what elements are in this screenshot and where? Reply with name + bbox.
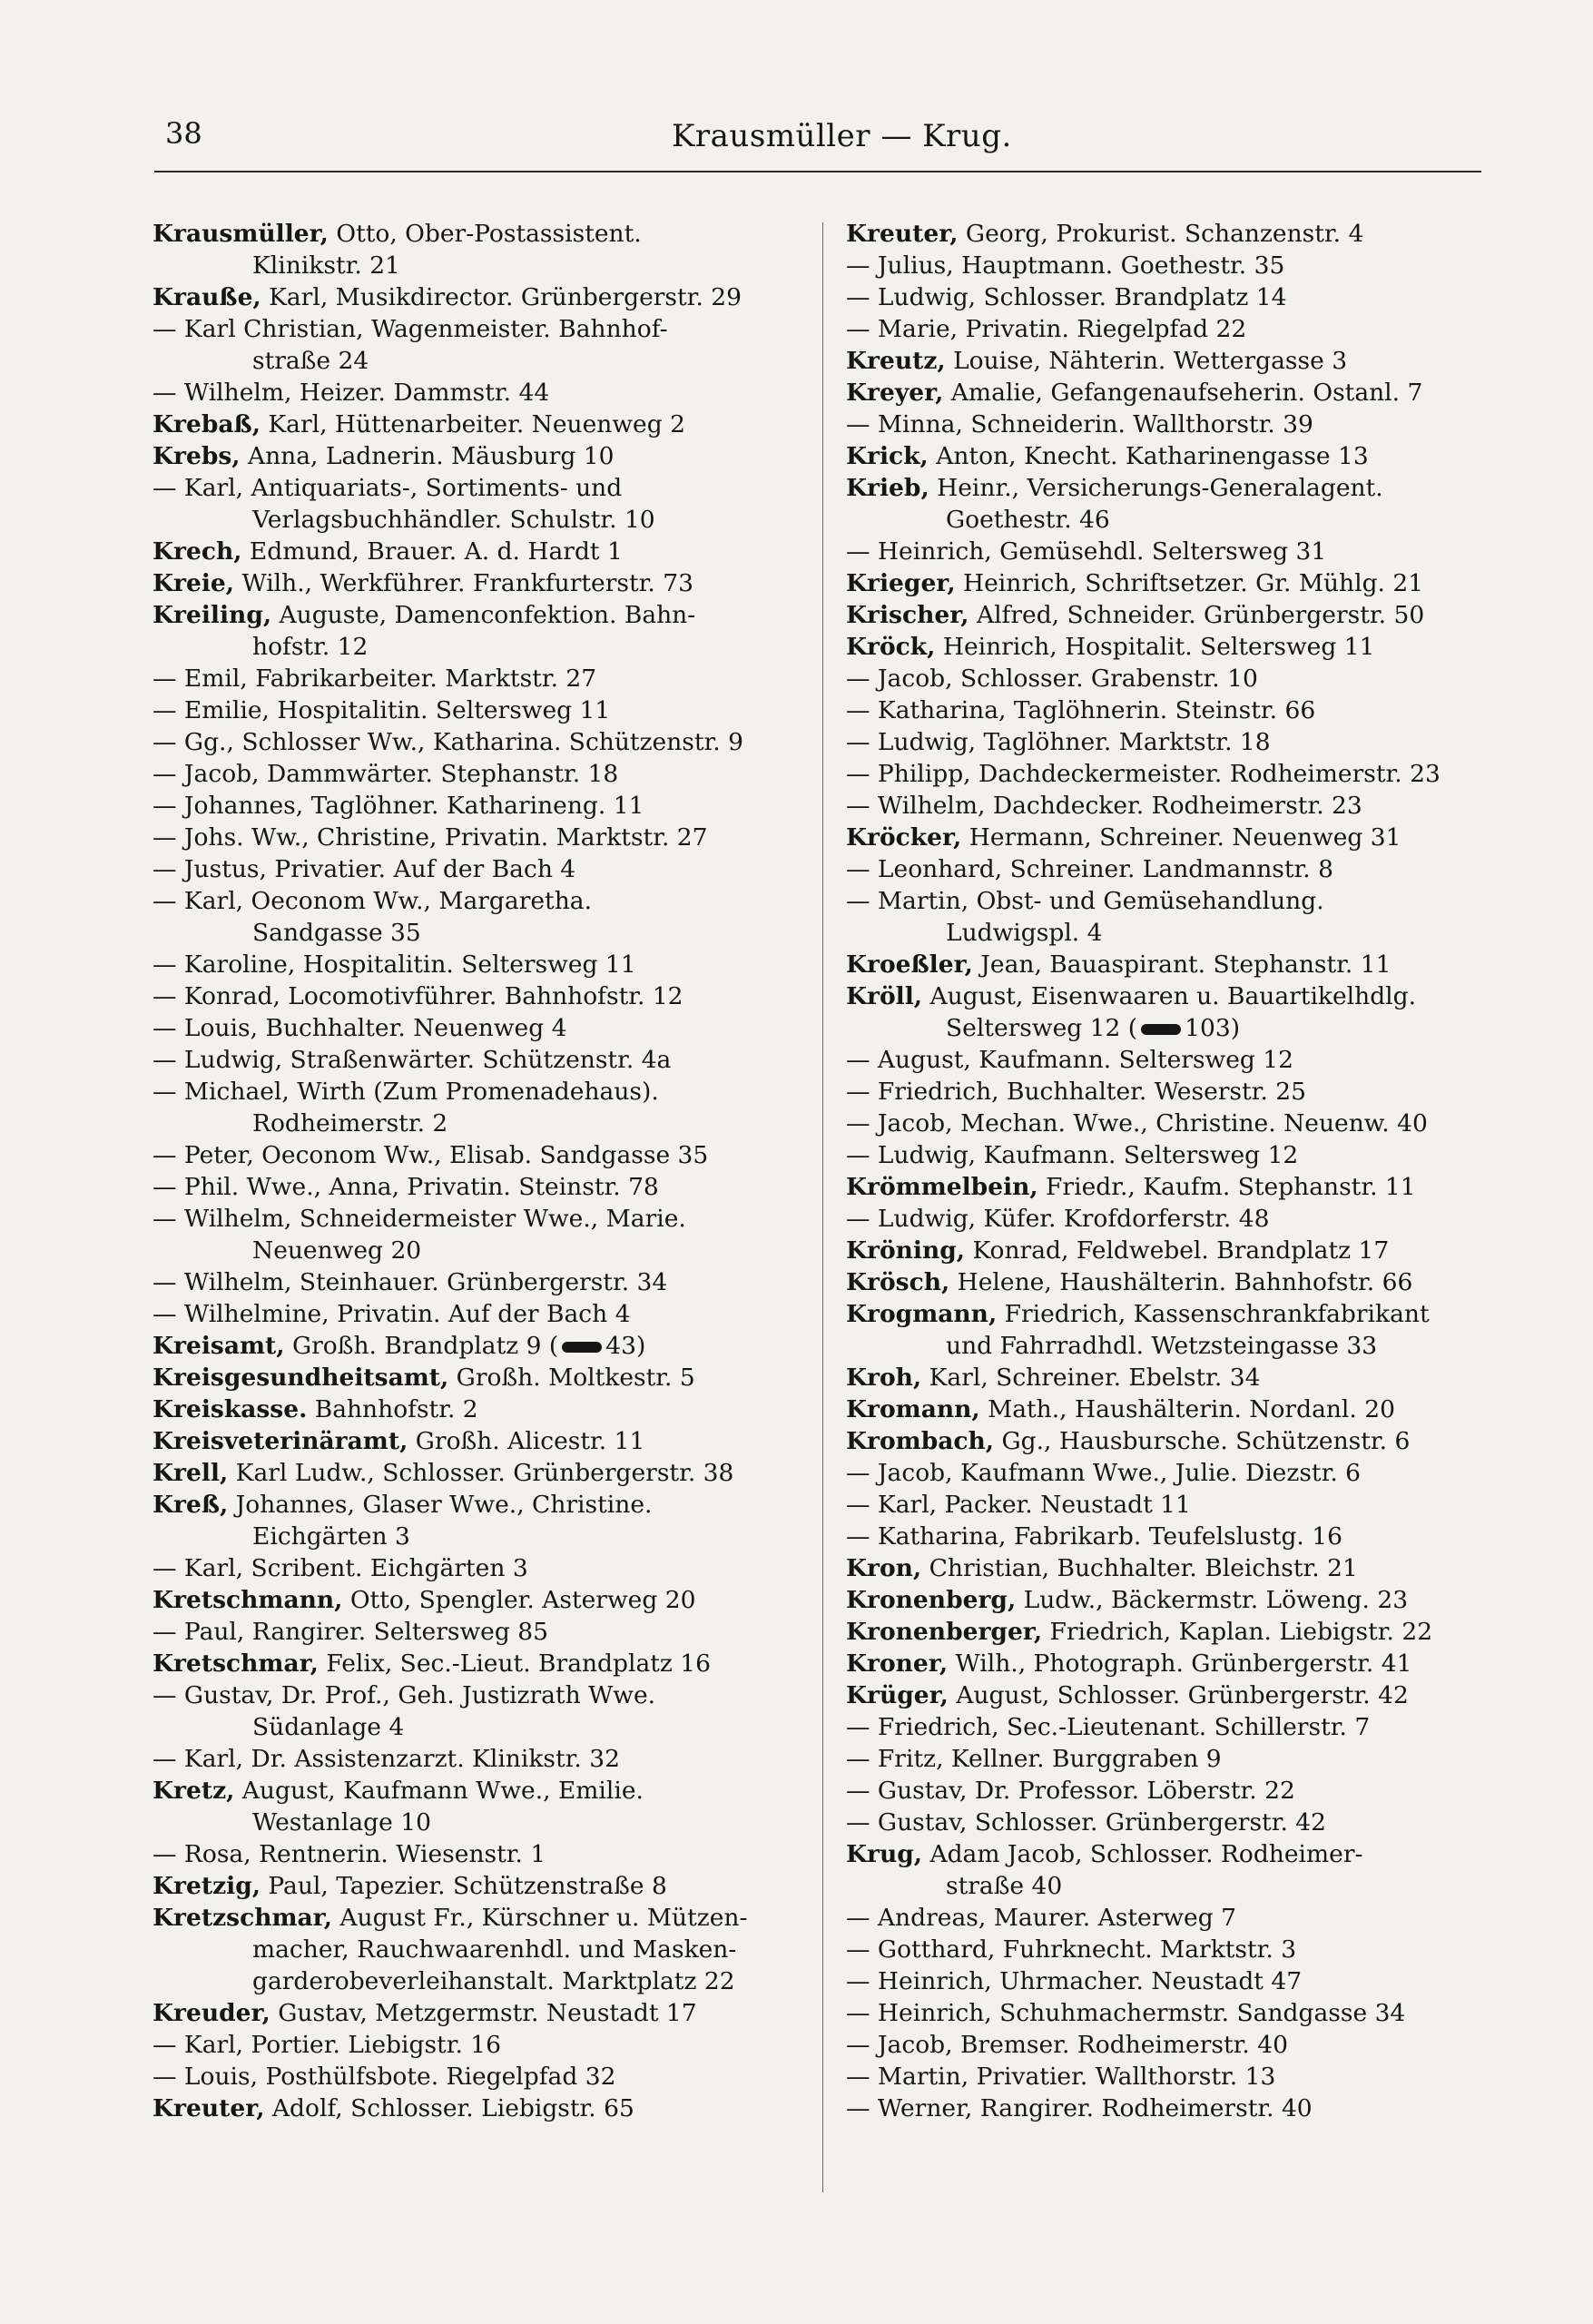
entry-surname: Krell, xyxy=(152,1459,229,1487)
directory-entry xyxy=(152,1775,824,1807)
entry-text: Seltersweg 12 ( xyxy=(946,1014,1138,1042)
entry-surname: Krieger, xyxy=(846,569,956,597)
directory-entry xyxy=(152,1679,824,1711)
entry-surname: Kröck, xyxy=(846,633,936,661)
entry-text: Sandgasse 35 xyxy=(252,919,421,947)
entry-text: — Karl, Scribent. Eichgärten 3 xyxy=(152,1554,528,1582)
directory-entry xyxy=(152,1044,824,1076)
entry-text: Wilh., Photograph. Grünbergerstr. 41 xyxy=(948,1649,1412,1678)
entry-text: Verlagsbuchhändler. Schulstr. 10 xyxy=(252,506,655,534)
telephone-icon xyxy=(1141,1024,1181,1035)
entry-text: — Katharina, Taglöhnerin. Steinstr. 66 xyxy=(846,696,1316,724)
directory-entry xyxy=(152,726,824,758)
directory-entry xyxy=(152,917,824,949)
directory-entry xyxy=(846,1044,1518,1076)
entry-text: Neuenweg 20 xyxy=(252,1236,422,1265)
directory-entry xyxy=(846,1139,1518,1171)
directory-entry xyxy=(846,472,1518,504)
directory-entry xyxy=(846,1235,1518,1266)
entry-text: Helene, Haushälterin. Bahnhofstr. 66 xyxy=(949,1268,1413,1296)
directory-entry xyxy=(846,218,1518,250)
entry-text: — Ludwig, Kaufmann. Seltersweg 12 xyxy=(846,1141,1299,1169)
entry-text: — Heinrich, Uhrmacher. Neustadt 47 xyxy=(846,1967,1303,1995)
entry-text: — Friedrich, Sec.-Lieutenant. Schillerstr. 7 xyxy=(846,1713,1371,1741)
directory-entry xyxy=(152,472,824,504)
entry-text: — Philipp, Dachdeckermeister. Rodheimerstr. 23 xyxy=(846,760,1441,788)
directory-entry xyxy=(846,631,1518,663)
entry-text: — Karl, Antiquariats-, Sortiments- und xyxy=(152,474,623,502)
entry-text: — Heinrich, Schuhmachermstr. Sandgasse 34 xyxy=(846,1999,1406,2027)
entry-text: — Werner, Rangirer. Rodheimerstr. 40 xyxy=(846,2094,1313,2122)
entry-text: — Martin, Privatier. Wallthorstr. 13 xyxy=(846,2063,1276,2091)
entry-text: Großh. Brandplatz 9 ( xyxy=(284,1332,559,1360)
directory-entry xyxy=(846,504,1518,536)
entry-text: Karl, Schreiner. Ebelstr. 34 xyxy=(921,1364,1261,1392)
entry-surname: Krömmelbein, xyxy=(846,1173,1038,1201)
directory-entry xyxy=(152,853,824,885)
entry-text: — Gustav, Dr. Professor. Löberstr. 22 xyxy=(846,1777,1295,1805)
entry-text: Heinr., Versicherungs-Generalagent. xyxy=(929,474,1383,502)
directory-entry xyxy=(846,726,1518,758)
entry-surname: Krausmüller, xyxy=(152,220,329,248)
directory-entry xyxy=(846,822,1518,853)
entry-surname: Kroner, xyxy=(846,1649,949,1678)
directory-entry xyxy=(152,949,824,980)
directory-entry xyxy=(846,281,1518,313)
directory-entry xyxy=(846,1298,1518,1330)
directory-entry xyxy=(846,1584,1518,1616)
directory-entry xyxy=(152,567,824,599)
entry-text: — Phil. Wwe., Anna, Privatin. Steinstr. 78 xyxy=(152,1173,659,1201)
directory-entry xyxy=(152,1838,824,1870)
entry-surname: Kroh, xyxy=(846,1364,922,1392)
directory-entry xyxy=(152,1012,824,1044)
entry-text: und Fahrradhdl. Wetzsteingasse 33 xyxy=(946,1332,1378,1360)
entry-text: — Louis, Posthülfsbote. Riegelpfad 32 xyxy=(152,2063,616,2091)
entry-text: Wilh., Werkführer. Frankfurterstr. 73 xyxy=(234,569,693,597)
entry-surname: Kretschmann, xyxy=(152,1586,343,1614)
directory-entry xyxy=(846,1870,1518,1902)
entry-surname: Kreie, xyxy=(152,569,235,597)
directory-entry xyxy=(846,536,1518,567)
entry-text: — Jacob, Kaufmann Wwe., Julie. Diezstr. 6 xyxy=(846,1459,1362,1487)
entry-text: — Martin, Obst- und Gemüsehandlung. xyxy=(846,887,1324,915)
entry-surname: Kreiskasse. xyxy=(152,1395,308,1423)
directory-entry xyxy=(846,1393,1518,1425)
directory-entry xyxy=(846,1330,1518,1362)
directory-entry xyxy=(152,1965,824,1997)
entry-text: Heinrich, Hospitalit. Seltersweg 11 xyxy=(935,633,1375,661)
directory-entry xyxy=(152,694,824,726)
entry-text: Großh. Alicestr. 11 xyxy=(408,1427,645,1455)
entry-text: Jean, Bauaspirant. Stephanstr. 11 xyxy=(972,950,1391,979)
entry-text: Hermann, Schreiner. Neuenweg 31 xyxy=(961,823,1401,852)
directory-entry xyxy=(152,1648,824,1679)
entry-text: — Julius, Hauptmann. Goethestr. 35 xyxy=(846,251,1285,280)
entry-text: — Andreas, Maurer. Asterweg 7 xyxy=(846,1904,1236,1932)
entry-text: Gg., Hausbursche. Schützenstr. 6 xyxy=(994,1427,1411,1455)
entry-text: — Karl, Oeconom Ww., Margaretha. xyxy=(152,887,592,915)
directory-entry xyxy=(152,313,824,345)
entry-text: Edmund, Brauer. A. d. Hardt 1 xyxy=(241,537,623,566)
directory-entry xyxy=(152,885,824,917)
header-rule xyxy=(154,171,1481,172)
directory-entry xyxy=(846,1679,1518,1711)
entry-surname: Krüger, xyxy=(846,1681,949,1709)
directory-entry xyxy=(152,980,824,1012)
directory-entry xyxy=(152,281,824,313)
directory-entry xyxy=(152,1902,824,1934)
entry-text: Ludwigspl. 4 xyxy=(946,919,1103,947)
entry-surname: Kreisamt, xyxy=(152,1332,285,1360)
directory-entry xyxy=(846,1807,1518,1838)
entry-text: — Katharina, Fabrikarb. Teufelslustg. 16 xyxy=(846,1522,1342,1551)
entry-surname: Kretschmar, xyxy=(152,1649,319,1678)
directory-entry xyxy=(846,599,1518,631)
entry-text: — Peter, Oeconom Ww., Elisab. Sandgasse 35 xyxy=(152,1141,709,1169)
entry-text: Louise, Nähterin. Wettergasse 3 xyxy=(945,347,1348,375)
entry-surname: Krebs, xyxy=(152,442,241,470)
directory-entry xyxy=(846,2061,1518,2093)
directory-entry xyxy=(846,567,1518,599)
entry-text: Großh. Moltkestr. 5 xyxy=(448,1364,695,1392)
directory-entry xyxy=(152,1521,824,1552)
entry-text: Johannes, Glaser Wwe., Christine. xyxy=(228,1491,653,1519)
entry-text: Friedrich, Kaplan. Liebigstr. 22 xyxy=(1042,1618,1433,1646)
entry-text: Karl Ludw., Schlosser. Grünbergerstr. 38 xyxy=(228,1459,734,1487)
entry-text: Friedr., Kaufm. Stephanstr. 11 xyxy=(1037,1173,1416,1201)
entry-text: — Ludwig, Taglöhner. Marktstr. 18 xyxy=(846,728,1271,756)
telephone-number: 103) xyxy=(1185,1014,1241,1042)
entry-surname: Kreß, xyxy=(152,1491,229,1519)
directory-entry xyxy=(152,345,824,377)
entry-surname: Krösch, xyxy=(846,1268,950,1296)
entry-text: hofstr. 12 xyxy=(252,633,369,661)
directory-entry xyxy=(152,2029,824,2061)
directory-entry xyxy=(152,758,824,790)
directory-entry xyxy=(846,1902,1518,1934)
entry-text: — Jacob, Schlosser. Grabenstr. 10 xyxy=(846,665,1258,693)
directory-entry xyxy=(846,1997,1518,2029)
entry-text: — Ludwig, Straßenwärter. Schützenstr. 4a xyxy=(152,1046,672,1074)
entry-text: Alfred, Schneider. Grünbergerstr. 50 xyxy=(969,601,1425,629)
directory-entry xyxy=(846,2029,1518,2061)
directory-entry xyxy=(846,1076,1518,1108)
entry-text: — Gg., Schlosser Ww., Katharina. Schützenstr. 9 xyxy=(152,728,744,756)
entry-text: straße 24 xyxy=(252,347,369,375)
directory-entry xyxy=(846,409,1518,440)
entry-text: Rodheimerstr. 2 xyxy=(252,1109,448,1137)
directory-entry xyxy=(152,1425,824,1457)
entry-text: Felix, Sec.-Lieut. Brandplatz 16 xyxy=(318,1649,712,1678)
directory-entry xyxy=(846,1457,1518,1489)
entry-text: Georg, Prokurist. Schanzenstr. 4 xyxy=(958,220,1364,248)
entry-surname: Kreyer, xyxy=(846,379,944,407)
directory-entry xyxy=(152,1108,824,1139)
directory-entry xyxy=(846,1965,1518,1997)
entry-text: Eichgärten 3 xyxy=(252,1522,410,1551)
directory-entry xyxy=(152,1489,824,1521)
entry-text: Otto, Spengler. Asterweg 20 xyxy=(342,1586,696,1614)
entry-text: Friedrich, Kassenschrankfabrikant xyxy=(997,1300,1430,1328)
directory-entry xyxy=(152,377,824,409)
entry-text: — Minna, Schneiderin. Wallthorstr. 39 xyxy=(846,410,1313,438)
directory-entry xyxy=(846,1743,1518,1775)
entry-text: — August, Kaufmann. Seltersweg 12 xyxy=(846,1046,1294,1074)
directory-entry xyxy=(152,1616,824,1648)
directory-entry xyxy=(846,1648,1518,1679)
directory-entry xyxy=(846,1108,1518,1139)
entry-text: — Gustav, Dr. Prof., Geh. Justizrath Wwe. xyxy=(152,1681,656,1709)
entry-text: — Wilhelm, Heizer. Dammstr. 44 xyxy=(152,379,550,407)
entry-text: Konrad, Feldwebel. Brandplatz 17 xyxy=(965,1236,1390,1265)
right-column xyxy=(846,218,1518,2124)
directory-entry xyxy=(152,1139,824,1171)
entry-text: Karl, Musikdirector. Grünbergerstr. 29 xyxy=(261,283,742,311)
entry-surname: Kromann, xyxy=(846,1395,980,1423)
directory-entry xyxy=(152,599,824,631)
directory-entry xyxy=(846,1489,1518,1521)
directory-entry xyxy=(846,694,1518,726)
entry-text: August Fr., Kürschner u. Mützen- xyxy=(331,1904,748,1932)
entry-surname: Kretz, xyxy=(152,1777,235,1805)
directory-entry xyxy=(152,250,824,281)
entry-surname: Kreuter, xyxy=(846,220,959,248)
directory-entry xyxy=(846,1616,1518,1648)
directory-entry xyxy=(152,631,824,663)
directory-entry xyxy=(152,1711,824,1743)
directory-entry xyxy=(152,1362,824,1393)
entry-text: — Jacob, Bremser. Rodheimerstr. 40 xyxy=(846,2031,1288,2059)
entry-surname: Kron, xyxy=(846,1554,922,1582)
directory-entry xyxy=(846,949,1518,980)
directory-entry xyxy=(846,1266,1518,1298)
entry-surname: Krombach, xyxy=(846,1427,995,1455)
directory-entry xyxy=(846,345,1518,377)
directory-entry xyxy=(152,663,824,694)
directory-entry xyxy=(846,377,1518,409)
entry-text: Karl, Hüttenarbeiter. Neuenweg 2 xyxy=(260,410,685,438)
entry-text: — Marie, Privatin. Riegelpfad 22 xyxy=(846,315,1247,343)
entry-text: straße 40 xyxy=(946,1872,1063,1900)
entry-text: — Karoline, Hospitalitin. Seltersweg 11 xyxy=(152,950,636,979)
entry-text: — Gotthard, Fuhrknecht. Marktstr. 3 xyxy=(846,1935,1297,1964)
directory-entry xyxy=(152,1330,824,1362)
directory-entry xyxy=(846,1775,1518,1807)
entry-text: August, Eisenwaaren u. Bauartikelhdlg. xyxy=(922,982,1417,1010)
entry-text: Klinikstr. 21 xyxy=(252,251,400,280)
directory-entry xyxy=(152,536,824,567)
directory-entry xyxy=(846,440,1518,472)
entry-text: — Jacob, Mechan. Wwe., Christine. Neuenw. 40 xyxy=(846,1109,1428,1137)
entry-text: Anna, Ladnerin. Mäusburg 10 xyxy=(240,442,615,470)
entry-surname: Kroeßler, xyxy=(846,950,973,979)
directory-entry xyxy=(152,409,824,440)
entry-text: — Johs. Ww., Christine, Privatin. Marktstr. 27 xyxy=(152,823,708,852)
directory-entry xyxy=(152,1934,824,1965)
directory-entry xyxy=(152,1997,824,2029)
entry-text: August, Kaufmann Wwe., Emilie. xyxy=(234,1777,644,1805)
entry-surname: Kreuder, xyxy=(152,1999,270,2027)
entry-surname: Krogmann, xyxy=(846,1300,998,1328)
entry-text: — Leonhard, Schreiner. Landmannstr. 8 xyxy=(846,855,1334,883)
entry-text: — Wilhelmine, Privatin. Auf der Bach 4 xyxy=(152,1300,631,1328)
entry-text: — Karl Christian, Wagenmeister. Bahnhof- xyxy=(152,315,668,343)
directory-entry xyxy=(152,1203,824,1235)
entry-text: Goethestr. 46 xyxy=(946,506,1110,534)
directory-entry xyxy=(152,1457,824,1489)
telephone-number: 43) xyxy=(605,1332,646,1360)
directory-entry xyxy=(846,313,1518,345)
entry-surname: Krieb, xyxy=(846,474,929,502)
entry-text: — Heinrich, Gemüsehdl. Seltersweg 31 xyxy=(846,537,1327,566)
entry-surname: Krebaß, xyxy=(152,410,261,438)
directory-entry xyxy=(152,1298,824,1330)
directory-entry xyxy=(846,1711,1518,1743)
directory-entry xyxy=(152,1743,824,1775)
directory-entry xyxy=(152,1870,824,1902)
entry-text: — Wilhelm, Steinhauer. Grünbergerstr. 34 xyxy=(152,1268,668,1296)
directory-entry xyxy=(846,917,1518,949)
directory-entry xyxy=(846,758,1518,790)
page-number: 38 xyxy=(165,116,202,151)
telephone-icon xyxy=(562,1342,602,1353)
directory-entry xyxy=(846,1203,1518,1235)
entry-text: — Paul, Rangirer. Seltersweg 85 xyxy=(152,1618,548,1646)
directory-entry xyxy=(152,1076,824,1108)
directory-entry xyxy=(846,1425,1518,1457)
entry-surname: Krug, xyxy=(846,1840,923,1868)
directory-entry xyxy=(152,504,824,536)
entry-text: Westanlage 10 xyxy=(252,1808,431,1837)
directory-entry xyxy=(152,440,824,472)
entry-text: — Ludwig, Küfer. Krofdorferstr. 48 xyxy=(846,1205,1270,1233)
directory-entry xyxy=(846,2093,1518,2124)
entry-surname: Kreisveterinäramt, xyxy=(152,1427,408,1455)
directory-entry xyxy=(152,1552,824,1584)
entry-text: — Ludwig, Schlosser. Brandplatz 14 xyxy=(846,283,1287,311)
entry-text: — Karl, Packer. Neustadt 11 xyxy=(846,1491,1191,1519)
directory-entry xyxy=(152,1393,824,1425)
directory-entry xyxy=(152,822,824,853)
entry-text: garderobeverleihanstalt. Marktplatz 22 xyxy=(252,1967,735,1995)
entry-text: Gustav, Metzgermstr. Neustadt 17 xyxy=(270,1999,697,2027)
directory-entry xyxy=(152,1266,824,1298)
entry-text: — Gustav, Schlosser. Grünbergerstr. 42 xyxy=(846,1808,1327,1837)
entry-text: — Emilie, Hospitalitin. Seltersweg 11 xyxy=(152,696,611,724)
left-column xyxy=(152,218,824,2124)
directory-entry xyxy=(846,1552,1518,1584)
entry-text: — Friedrich, Buchhalter. Weserstr. 25 xyxy=(846,1078,1307,1106)
directory-entry xyxy=(152,790,824,822)
directory-entry xyxy=(846,1838,1518,1870)
directory-entry xyxy=(846,853,1518,885)
entry-text: Auguste, Damenconfektion. Bahn- xyxy=(271,601,696,629)
entry-text: Otto, Ober-Postassistent. xyxy=(328,220,642,248)
entry-surname: Kreuter, xyxy=(152,2094,265,2122)
entry-text: — Louis, Buchhalter. Neuenweg 4 xyxy=(152,1014,567,1042)
entry-text: Adam Jacob, Schlosser. Rodheimer- xyxy=(922,1840,1363,1868)
entry-surname: Kröll, xyxy=(846,982,923,1010)
entry-surname: Kröning, xyxy=(846,1236,966,1265)
entry-surname: Krauße, xyxy=(152,283,261,311)
directory-entry xyxy=(152,1235,824,1266)
directory-entry xyxy=(152,1807,824,1838)
directory-entry xyxy=(846,250,1518,281)
entry-text: — Rosa, Rentnerin. Wiesenstr. 1 xyxy=(152,1840,546,1868)
entry-surname: Kröcker, xyxy=(846,823,962,852)
entry-text: Heinrich, Schriftsetzer. Gr. Mühlg. 21 xyxy=(955,569,1424,597)
directory-entry xyxy=(846,663,1518,694)
directory-entry xyxy=(846,885,1518,917)
entry-text: Paul, Tapezier. Schützenstraße 8 xyxy=(260,1872,667,1900)
entry-surname: Kreutz, xyxy=(846,347,946,375)
entry-text: Amalie, Gefangenaufseherin. Ostanl. 7 xyxy=(943,379,1423,407)
directory-entry xyxy=(152,218,824,250)
entry-text: — Wilhelm, Dachdecker. Rodheimerstr. 23 xyxy=(846,792,1362,820)
entry-surname: Krischer, xyxy=(846,601,969,629)
directory-entry xyxy=(846,1012,1518,1044)
entry-surname: Krech, xyxy=(152,537,242,566)
directory-entry xyxy=(152,2061,824,2093)
entry-text: Adolf, Schlosser. Liebigstr. 65 xyxy=(264,2094,634,2122)
entry-text: Math., Haushälterin. Nordanl. 20 xyxy=(979,1395,1395,1423)
entry-text: — Jacob, Dammwärter. Stephanstr. 18 xyxy=(152,760,619,788)
entry-text: Bahnhofstr. 2 xyxy=(307,1395,478,1423)
entry-surname: Kretzig, xyxy=(152,1872,261,1900)
directory-entry xyxy=(846,1934,1518,1965)
entry-surname: Kronenberg, xyxy=(846,1586,1017,1614)
entry-text: Ludw., Bäckermstr. Löweng. 23 xyxy=(1016,1586,1409,1614)
directory-entry xyxy=(152,1584,824,1616)
entry-text: Südanlage 4 xyxy=(252,1713,405,1741)
directory-entry xyxy=(846,1521,1518,1552)
entry-text: Anton, Knecht. Katharinengasse 13 xyxy=(928,442,1369,470)
directory-entry xyxy=(846,1171,1518,1203)
entry-text: — Justus, Privatier. Auf der Bach 4 xyxy=(152,855,576,883)
entry-text: — Konrad, Locomotivführer. Bahnhofstr. 12 xyxy=(152,982,683,1010)
entry-text: — Michael, Wirth (Zum Promenadehaus). xyxy=(152,1078,659,1106)
directory-entry xyxy=(846,790,1518,822)
entry-text: macher, Rauchwaarenhdl. und Masken- xyxy=(252,1935,737,1964)
entry-text: — Fritz, Kellner. Burggraben 9 xyxy=(846,1745,1222,1773)
entry-text: Christian, Buchhalter. Bleichstr. 21 xyxy=(921,1554,1358,1582)
entry-surname: Kreiling, xyxy=(152,601,272,629)
directory-entry xyxy=(152,1171,824,1203)
entry-surname: Krick, xyxy=(846,442,929,470)
running-head: Krausmüller — Krug. xyxy=(672,118,1012,154)
entry-text: — Wilhelm, Schneidermeister Wwe., Marie. xyxy=(152,1205,686,1233)
entry-text: — Karl, Portier. Liebigstr. 16 xyxy=(152,2031,502,2059)
entry-text: — Emil, Fabrikarbeiter. Marktstr. 27 xyxy=(152,665,597,693)
directory-entry xyxy=(846,980,1518,1012)
entry-surname: Kretzschmar, xyxy=(152,1904,332,1932)
entry-text: — Johannes, Taglöhner. Katharineng. 11 xyxy=(152,792,644,820)
directory-entry xyxy=(152,2093,824,2124)
directory-entry xyxy=(846,1362,1518,1393)
entry-surname: Kreisgesundheitsamt, xyxy=(152,1364,449,1392)
entry-text: August, Schlosser. Grünbergerstr. 42 xyxy=(948,1681,1409,1709)
entry-surname: Kronenberger, xyxy=(846,1618,1043,1646)
entry-text: — Karl, Dr. Assistenzarzt. Klinikstr. 32 xyxy=(152,1745,620,1773)
